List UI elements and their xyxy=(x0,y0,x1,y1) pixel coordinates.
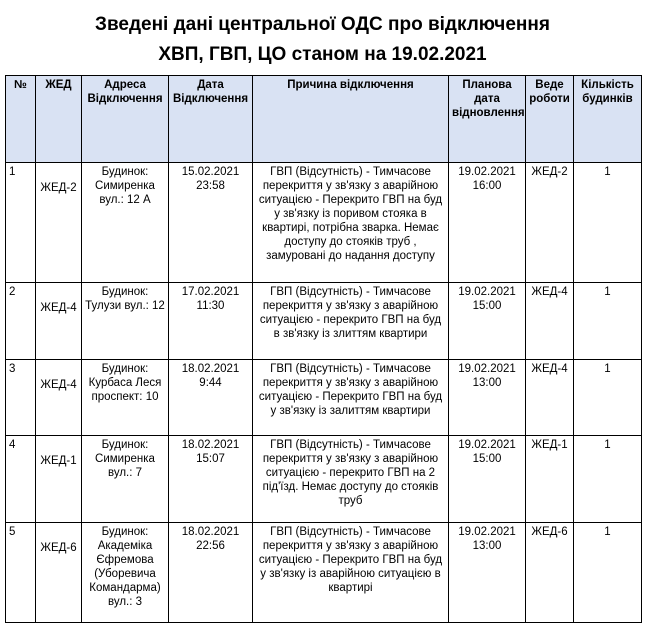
header-cause: Причина відключення xyxy=(253,76,449,163)
row-works: ЖЕД-1 xyxy=(526,436,574,523)
row-buildings: 1 xyxy=(574,360,642,436)
title-line-1: Зведені дані центральної ОДС про відключення xyxy=(95,14,550,35)
header-num: № xyxy=(6,76,36,163)
header-address: Адреса Відключення xyxy=(82,76,169,163)
row-cause: ГВП (Відсутність) - Тимчасове перекриття у зв'язку з аварійною ситуацією - Перекрито ГВП на буд у зв'язку із залиттям квартири xyxy=(253,360,449,436)
row-address: Будинок: Симиренка вул.: 12 А xyxy=(82,163,169,283)
row-zhed: ЖЕД-1 xyxy=(40,455,77,467)
row-planned: 19.02.2021 15:00 xyxy=(449,436,526,523)
header-works: Веде роботи xyxy=(526,76,574,163)
row-zhed: ЖЕД-2 xyxy=(40,182,77,194)
row-planned: 19.02.2021 15:00 xyxy=(449,283,526,360)
row-cause: ГВП (Відсутність) - Тимчасове перекриття у зв'язку з аварійною ситуацією - Перекрито ГВП на буд у зв'язку із аварійною ситуацією в квартирі xyxy=(253,523,449,623)
row-zhed: ЖЕД-6 xyxy=(40,542,77,554)
document-title xyxy=(0,10,645,70)
row-works: ЖЕД-4 xyxy=(526,283,574,360)
row-buildings: 1 xyxy=(574,523,642,623)
row-address: Будинок: Симиренка вул.: 7 xyxy=(82,436,169,523)
row-address: Будинок: Академіка Єфремова (Уборевича Командарма) вул.: 3 xyxy=(82,523,169,623)
row-num: 3 xyxy=(6,360,36,436)
row-num: 5 xyxy=(6,523,36,623)
row-address: Будинок: Курбаса Леся проспект: 10 xyxy=(82,360,169,436)
row-buildings: 1 xyxy=(574,283,642,360)
row-date: 15.02.2021 23:58 xyxy=(169,163,253,283)
table-row xyxy=(6,163,642,283)
row-cause: ГВП (Відсутність) - Тимчасове перекриття у зв'язку з аварійною ситуацією - перекрито ГВП на буд в зв'язку із злиттям квартири xyxy=(253,283,449,360)
header-planned: Планова дата відновлення xyxy=(449,76,526,163)
row-cause: ГВП (Відсутність) - Тимчасове перекриття у зв'язку з аварійною ситуацією - Перекрито ГВП на буд у зв'язку із поривом стояка в квартирі, потрібна зварка. Немає доступу до стояків труб , замуровані до надання доступу xyxy=(253,163,449,283)
outages-table xyxy=(5,75,642,623)
row-works: ЖЕД-4 xyxy=(526,360,574,436)
row-date: 18.02.2021 9:44 xyxy=(169,360,253,436)
row-num: 4 xyxy=(6,436,36,523)
row-address: Будинок: Тулузи вул.: 12 xyxy=(82,283,169,360)
row-zhed: ЖЕД-4 xyxy=(40,302,77,314)
row-cause: ГВП (Відсутність) - Тимчасове перекриття у зв'язку з аварійною ситуацією - перекрито ГВП на 2 під'їзд. Немає доступу до стояків труб xyxy=(253,436,449,523)
header-date: Дата Відключення xyxy=(169,76,253,163)
table-header-row xyxy=(6,76,642,163)
table-row xyxy=(6,360,642,436)
table-row xyxy=(6,283,642,360)
table-row xyxy=(6,436,642,523)
row-planned: 19.02.2021 13:00 xyxy=(449,523,526,623)
row-works: ЖЕД-6 xyxy=(526,523,574,623)
row-planned: 19.02.2021 16:00 xyxy=(449,163,526,283)
row-date: 18.02.2021 15:07 xyxy=(169,436,253,523)
row-buildings: 1 xyxy=(574,163,642,283)
table-row xyxy=(6,523,642,623)
row-buildings: 1 xyxy=(574,436,642,523)
row-num: 2 xyxy=(6,283,36,360)
header-zhed: ЖЕД xyxy=(36,76,82,163)
row-date: 18.02.2021 22:56 xyxy=(169,523,253,623)
title-line-2: ХВП, ГВП, ЦО станом на 19.02.2021 xyxy=(158,44,487,65)
header-buildings: Кількість будинків xyxy=(574,76,642,163)
row-num: 1 xyxy=(6,163,36,283)
row-date: 17.02.2021 11:30 xyxy=(169,283,253,360)
row-works: ЖЕД-2 xyxy=(526,163,574,283)
row-zhed: ЖЕД-4 xyxy=(40,379,77,391)
row-planned: 19.02.2021 13:00 xyxy=(449,360,526,436)
